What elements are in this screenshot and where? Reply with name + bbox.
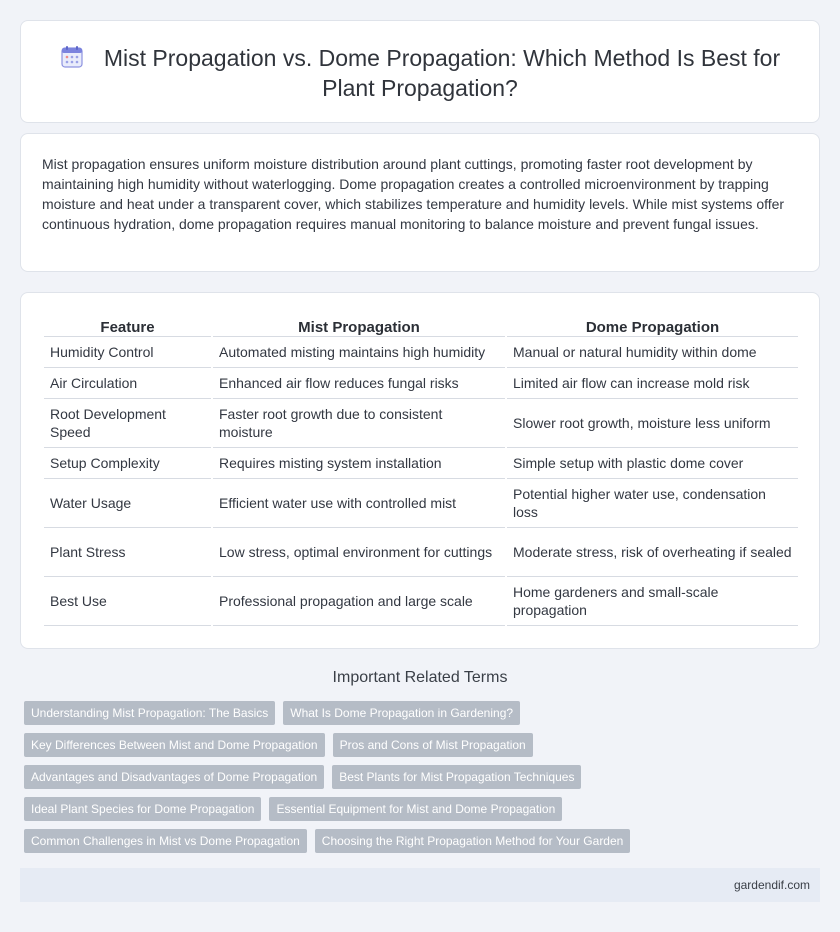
tag-row bbox=[24, 797, 824, 821]
tag-row bbox=[24, 733, 824, 757]
tag-row bbox=[24, 829, 824, 853]
title-card bbox=[20, 20, 820, 123]
feature-cell: Setup Complexity bbox=[44, 448, 211, 479]
comparison-table bbox=[42, 315, 800, 626]
related-terms-list bbox=[24, 701, 824, 861]
dome-cell: Limited air flow can increase mold risk bbox=[507, 368, 798, 399]
header-feature: Feature bbox=[44, 315, 211, 337]
related-term-tag[interactable]: Key Differences Between Mist and Dome Propagation bbox=[24, 733, 325, 757]
related-term-tag[interactable]: Essential Equipment for Mist and Dome Propagation bbox=[269, 797, 562, 821]
related-terms-heading: Important Related Terms bbox=[332, 669, 508, 686]
feature-cell: Plant Stress bbox=[44, 528, 211, 577]
table-row bbox=[44, 399, 798, 448]
related-term-tag[interactable]: Pros and Cons of Mist Propagation bbox=[333, 733, 533, 757]
dome-cell: Simple setup with plastic dome cover bbox=[507, 448, 798, 479]
dome-cell: Potential higher water use, condensation loss bbox=[507, 479, 798, 528]
related-term-tag[interactable]: Common Challenges in Mist vs Dome Propagation bbox=[24, 829, 307, 853]
page-title: Mist Propagation vs. Dome Propagation: Which Method Is Best for Plant Propagation? bbox=[103, 45, 781, 101]
feature-cell: Root Development Speed bbox=[44, 399, 211, 448]
header-dome-propagation: Dome Propagation bbox=[507, 315, 798, 337]
related-term-tag[interactable]: Understanding Mist Propagation: The Basics bbox=[24, 701, 275, 725]
mist-cell: Faster root growth due to consistent moisture bbox=[213, 399, 505, 448]
related-term-tag[interactable]: Ideal Plant Species for Dome Propagation bbox=[24, 797, 261, 821]
table-row bbox=[44, 479, 798, 528]
feature-cell: Best Use bbox=[44, 577, 211, 626]
mist-cell: Professional propagation and large scale bbox=[213, 577, 505, 626]
summary-text: Mist propagation ensures uniform moisture distribution around plant cuttings, promoting faster root development by maintaining high humidity without waterlogging. Dome propagation creates a controlled microenvironment by trapping moisture and heat under a transparent cover, which stabilizes temperature and humidity levels. While mist systems offer continuous hydration, dome propagation requires manual monitoring to balance moisture and prevent fungal issues. bbox=[42, 156, 785, 232]
mist-cell: Automated misting maintains high humidity bbox=[213, 337, 505, 368]
footer-site-link[interactable]: gardendif.com bbox=[733, 878, 810, 892]
mist-cell: Requires misting system installation bbox=[213, 448, 505, 479]
footer-bar bbox=[20, 868, 820, 902]
table-row bbox=[44, 448, 798, 479]
feature-cell: Water Usage bbox=[44, 479, 211, 528]
comparison-table-card bbox=[20, 292, 820, 649]
related-term-tag[interactable]: Advantages and Disadvantages of Dome Propagation bbox=[24, 765, 324, 789]
tag-row bbox=[24, 701, 824, 725]
related-term-tag[interactable]: Choosing the Right Propagation Method for Your Garden bbox=[315, 829, 631, 853]
related-term-tag[interactable]: Best Plants for Mist Propagation Techniques bbox=[332, 765, 581, 789]
feature-cell: Air Circulation bbox=[44, 368, 211, 399]
summary-card bbox=[20, 133, 820, 272]
page-title-row bbox=[21, 43, 819, 103]
mist-cell: Low stress, optimal environment for cuttings bbox=[213, 528, 505, 577]
table-row bbox=[44, 368, 798, 399]
header-mist-propagation: Mist Propagation bbox=[213, 315, 505, 337]
dome-cell: Moderate stress, risk of overheating if sealed bbox=[507, 528, 798, 577]
table-row bbox=[44, 577, 798, 626]
dome-cell: Home gardeners and small-scale propagation bbox=[507, 577, 798, 626]
table-row bbox=[44, 337, 798, 368]
dome-cell: Slower root growth, moisture less uniform bbox=[507, 399, 798, 448]
related-term-tag[interactable]: What Is Dome Propagation in Gardening? bbox=[283, 701, 520, 725]
mist-cell: Enhanced air flow reduces fungal risks bbox=[213, 368, 505, 399]
calendar-icon bbox=[60, 45, 84, 69]
table-header-row bbox=[44, 315, 798, 337]
dome-cell: Manual or natural humidity within dome bbox=[507, 337, 798, 368]
feature-cell: Humidity Control bbox=[44, 337, 211, 368]
tag-row bbox=[24, 765, 824, 789]
table-row bbox=[44, 528, 798, 577]
mist-cell: Efficient water use with controlled mist bbox=[213, 479, 505, 528]
